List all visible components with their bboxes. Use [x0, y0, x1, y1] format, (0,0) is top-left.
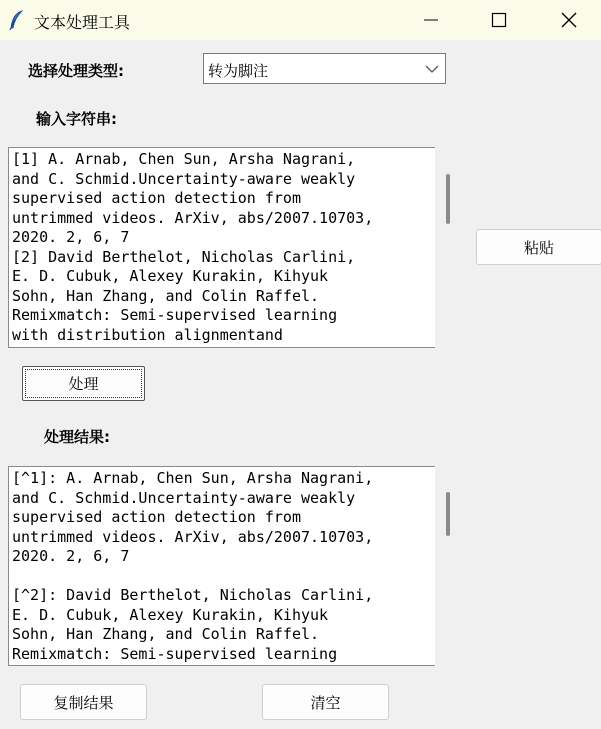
- input-scrollbar[interactable]: [435, 147, 461, 348]
- type-select-value: 转为脚注: [208, 62, 269, 80]
- type-select[interactable]: [203, 53, 446, 84]
- output-scrollbar[interactable]: [435, 466, 461, 666]
- close-button[interactable]: [534, 0, 601, 40]
- clear-button[interactable]: 清空: [262, 684, 389, 720]
- process-button[interactable]: 处理: [22, 366, 145, 401]
- input-label: 输入字符串:: [36, 110, 117, 128]
- close-icon: [560, 11, 578, 29]
- window-title: 文本处理工具: [34, 13, 131, 32]
- result-label: 处理结果:: [44, 428, 110, 446]
- title-bar: [0, 0, 601, 40]
- maximize-icon: [490, 11, 508, 29]
- input-textarea[interactable]: [8, 147, 435, 348]
- maximize-button[interactable]: [464, 0, 534, 40]
- minimize-icon: [422, 11, 440, 29]
- paste-button[interactable]: 粘贴: [476, 229, 601, 265]
- feather-icon: [6, 9, 28, 31]
- type-label: 选择处理类型:: [28, 62, 124, 80]
- input-text: [1] A. Arnab, Chen Sun, Arsha Nagrani, and C. Schmid.Uncertainty-aware weakly supervised action detection from untrimmed videos. ArXiv, abs/2007.10703, 2020. 2, 6, 7 [2] David Berthelot, Nicholas Carlini, E. D. Cubuk, Alexey Kurakin, Kihyuk Sohn, Han Zhang, and Colin Raffel. Remixmatch: Semi-supervised learning with distribution alignmentand: [12, 150, 374, 344]
- minimize-button[interactable]: [396, 0, 466, 40]
- output-scroll-thumb[interactable]: [446, 492, 450, 536]
- output-textarea[interactable]: [8, 466, 435, 666]
- output-text: [^1]: A. Arnab, Chen Sun, Arsha Nagrani, and C. Schmid.Uncertainty-aware weakly supervised action detection from untrimmed videos. ArXiv, abs/2007.10703, 2020. 2, 6, 7 [^2]: David Berthelot, Nicholas Carlini, E. D. Cubuk, Alexey Kurakin, Kihyuk Sohn, Han Zhang, and Colin Raffel. Remixmatch: Semi-supervised learning: [12, 469, 374, 663]
- copy-result-button[interactable]: 复制结果: [20, 684, 147, 720]
- chevron-down-icon: [425, 63, 439, 75]
- input-scroll-thumb[interactable]: [446, 174, 450, 224]
